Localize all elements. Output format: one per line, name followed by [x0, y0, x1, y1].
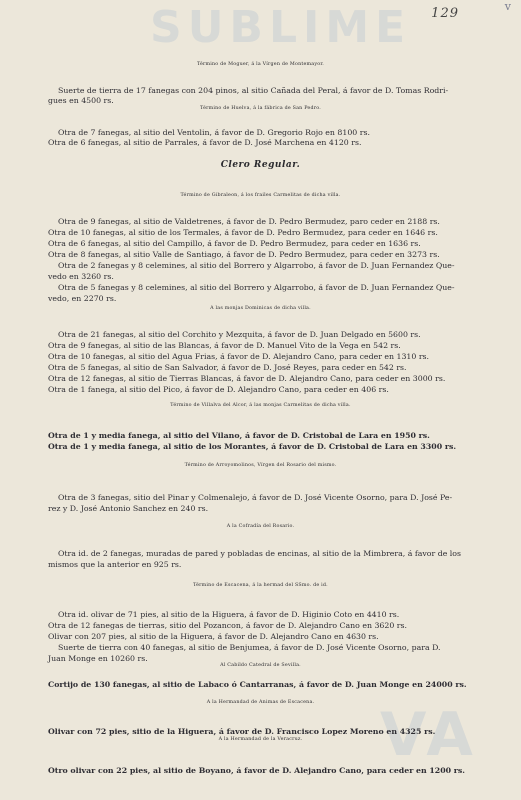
entry-line: gues en 4500 rs. [48, 96, 114, 105]
heading-gibraleon-carmelitas: Término de Gibraleon, á los frailes Carmelitas de dicha villa. [180, 193, 341, 198]
entry-line: vedo en 3260 rs. [48, 272, 114, 281]
heading-escacena: Término de Escacena, á la hermad del SSmo. de id. [193, 583, 328, 588]
entry-line: Otra de 1 fanega, al sitio del Pico, á favor de D. Alejandro Cano, para ceder en 406 rs. [48, 385, 389, 394]
section-title: Clero Regular. [220, 160, 301, 170]
entry-line: Otra de 10 fanegas, al sitio de los Termales, á favor de D. Pedro Bermudez, para ceder en 1646 rs. [48, 228, 438, 237]
heading-villalva: Término de Villalva del Alcor, á las monjas Carmelitas de dicha villa. [170, 403, 351, 408]
entry-line: Otra de 1 y media fanega, al sitio de los Morantes, á favor de D. Cristobal de Lara en 3300 rs. [48, 442, 457, 451]
entry-line: Otra de 12 fanegas de tierras, sitio del Pozancon, á favor de D. Alejandro Cano en 3620 rs. [48, 621, 407, 630]
entry-line: Otra de 5 fanegas, al sitio de San Salvador, á favor de D. José Reyes, para ceder en 542 rs. [48, 363, 407, 372]
watermark-bottom: VA [380, 700, 477, 770]
entry-line: Otro olivar con 22 pies, al sitio de Boyano, á favor de D. Alejandro Cano, para ceder en 1200 rs. [48, 766, 465, 775]
entry-line: Olivar con 207 pies, al sitio de la Higuera, á favor de D. Alejandro Cano en 4630 rs. [48, 632, 379, 641]
heading-huelva: Término de Huelva, á la fábrica de San Pedro. [200, 106, 321, 111]
entry-line: Otra de 9 fanegas, al sitio de las Blancas, á favor de D. Manuel Vito de la Vega en 542 rs. [48, 341, 401, 350]
heading-veracruz: A la Hermandad de la Veracruz. [218, 737, 303, 742]
entry-line: rez y D. José Antonio Sanchez en 240 rs. [48, 504, 209, 513]
entry-line: Otra de 6 fanegas, al sitio del Campillo, á favor de D. Pedro Bermudez, para ceder en 1636 rs. [48, 239, 421, 248]
entry-line: Cortijo de 130 fanegas, al sitio de Labaco ó Cantarranas, á favor de D. Juan Monge en 24000 rs. [48, 680, 467, 689]
entry-line: Otra de 5 fanegas y 8 celemines, al sitio del Borrero y Algarrobo, á favor de D. Juan Fernandez Que- [58, 283, 455, 292]
entry-line: Olivar con 72 pies, sitio de la Higuera, á favor de D. Francisco Lopez Moreno en 4325 rs. [48, 727, 436, 736]
entry-line: Otra de 9 fanegas, al sitio de Valdetrenes, á favor de D. Pedro Bermudez, paro ceder en 2188 rs. [58, 217, 440, 226]
heading-cabildo: Al Cabildo Catedral de Sevilla. [220, 663, 301, 668]
entry-line: Otra de 3 fanegas, sitio del Pinar y Colmenalejo, á favor de D. José Vicente Osorno, para D. José Pe- [58, 493, 453, 502]
entry-line: Otra de 7 fanegas, al sitio del Ventolin, á favor de D. Gregorio Rojo en 8100 rs. [58, 128, 370, 137]
heading-moguer: Término de Moguer, á la Vírgen de Montemayor. [196, 62, 325, 67]
entry-line: Otra de 2 fanegas y 8 celemines, al sitio del Borrero y Algarrobo, á favor de D. Juan Fernandez Que- [58, 261, 455, 270]
entry-line: Otra de 8 fanegas, al sitio Valle de Santiago, á favor de D. Pedro Bermudez, para ceder en 3273 rs. [48, 250, 440, 259]
entry-line: Otra id. de 2 fanegas, muradas de pared y pobladas de encinas, al sitio de la Mimbrera, á favor de los [58, 549, 461, 558]
heading-animas: A la Hermandad de Animas de Escacena. [206, 700, 315, 705]
entry-line: Otra id. olivar de 71 pies, al sitio de la Higuera, á favor de D. Higinio Coto en 4410 rs. [58, 610, 400, 619]
page-number: 129 [431, 6, 459, 21]
entry-line: mismos que la anterior en 925 rs. [48, 560, 182, 569]
heading-arroyomolinos: Término de Arroyomolinos, Vírgen del Rosario del mismo. [184, 463, 337, 468]
entry-line: Juan Monge en 10260 rs. [48, 654, 148, 663]
watermark-top: SUBLIME [150, 2, 412, 53]
entry-line: Otra de 10 fanegas, al sitio del Agua Frias, á favor de D. Alejandro Cano, para ceder en 1310 rs. [48, 352, 430, 361]
entry-line: Otra de 21 fanegas, al sitio del Corchito y Mezquita, á favor de D. Juan Delgado en 5600 rs. [58, 330, 421, 339]
entry-line: Otra de 1 y media fanega, al sitio del Vilano, á favor de D. Cristobal de Lara en 1950 rs. [48, 431, 430, 440]
entry-line: Otra de 6 fanegas, al sitio de Parrales, á favor de D. José Marchena en 4120 rs. [48, 138, 362, 147]
heading-dominicas: A las monjas Dominicas de dicha villa. [210, 306, 311, 311]
entry-line: Suerte de tierra con 40 fanegas, al sitio de Benjumea, á favor de D. José Vicente Osorno, para D. [58, 643, 441, 652]
entry-line: Otra de 12 fanegas, al sitio de Tierras Blancas, á favor de D. Alejandro Cano, para ceder en 3000 rs. [48, 374, 446, 383]
entry-line: vedo, en 2270 rs. [48, 294, 117, 303]
entry-line: Suerte de tierra de 17 fanegas con 204 pinos, al sitio Cañada del Peral, á favor de D. Tomas Rodri- [58, 86, 449, 95]
heading-cofradia-rosario: A la Cofradía del Rosario. [226, 524, 295, 529]
corner-mark: v [504, 0, 511, 13]
